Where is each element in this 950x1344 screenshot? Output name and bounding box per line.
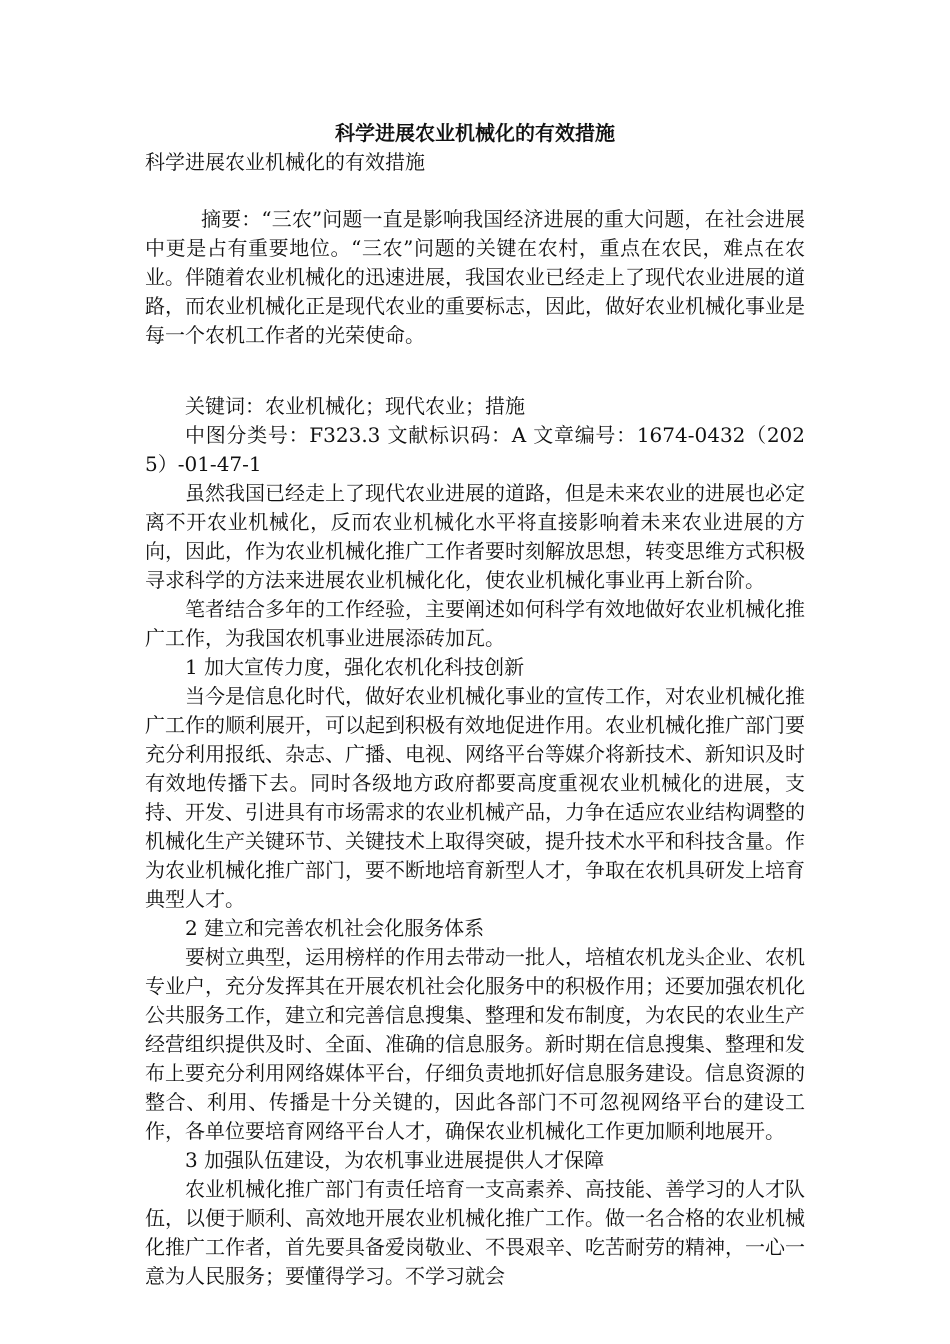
document-title: 科学进展农业机械化的有效措施 <box>335 121 615 145</box>
section-3-body: 农业机械化推广部门有责任培育一支高素养、高技能、善学习的人才队伍，以便于顺利、高效地开展农业机械化推广工作。做一名合格的农业机械化推广工作者，首先要具备爱岗敬业、不畏艰辛、吃苦耐劳的精神，一心一意为人民服务；要懂得学习。不学习就会 <box>145 1177 805 1288</box>
keywords-line: 关键词：农业机械化；现代农业；措施 <box>185 394 525 418</box>
intro-paragraph-2: 笔者结合多年的工作经验，主要阐述如何科学有效地做好农业机械化推广工作，为我国农机事业进展添砖加瓦。 <box>145 597 805 650</box>
section-2-body: 要树立典型，运用榜样的作用去带动一批人，培植农机龙头企业、农机专业户，充分发挥其在开展农机社会化服务中的积极作用；还要加强农机化公共服务工作，建立和完善信息搜集、整理和发布制度，为农民的农业生产经营组织提供及时、全面、准确的信息服务。新时期在信息搜集、整理和发布上要充分利用网络媒体平台，仔细负责地抓好信息服务建设。信息资源的整合、利用、传播是十分关键的，因此各部门不可忽视网络平台的建设工作，各单位要培育网络平台人才，确保农业机械化工作更加顺利地展开。 <box>145 945 805 1143</box>
spacer <box>145 350 805 392</box>
section-2-heading: 2 建立和完善农机社会化服务体系 <box>185 916 485 940</box>
classification-line: 中图分类号：F323.3 文献标识码：A 文章编号：1674-0432（2025）-01-47-1 <box>145 423 805 476</box>
section-3-heading: 3 加强队伍建设，为农机事业进展提供人才保障 <box>185 1148 605 1172</box>
section-1-heading: 1 加大宣传力度，强化农机化科技创新 <box>185 655 525 679</box>
section-1-body: 当今是信息化时代，做好农业机械化事业的宣传工作，对农业机械化推广工作的顺利展开，可以起到积极有效地促进作用。农业机械化推广部门要充分利用报纸、杂志、广播、电视、网络平台等媒介将新技术、新知识及时有效地传播下去。同时各级地方政府都要高度重视农业机械化的进展，支持、开发、引进具有市场需求的农业机械产品，力争在适应农业结构调整的机械化生产关键环节、关键技术上取得突破，提升技术水平和科技含量。作为农业机械化推广部门，要不断地培育新型人才，争取在农机具研发上培育典型人才。 <box>145 684 805 911</box>
document-subtitle: 科学进展农业机械化的有效措施 <box>145 150 425 174</box>
intro-paragraph-1: 虽然我国已经走上了现代农业进展的道路，但是未来农业的进展也必定离不开农业机械化，反而农业机械化水平将直接影响着未来农业进展的方向，因此，作为农业机械化推广工作者要时刻解放思想，转变思维方式积极寻求科学的方法来进展农业机械化化，使农业机械化事业再上新台阶。 <box>145 481 805 592</box>
abstract-paragraph: 摘要：“三农”问题一直是影响我国经济进展的重大问题，在社会进展中更是占有重要地位。“三农”问题的关键在农村，重点在农民，难点在农业。伴随着农业机械化的迅速进展，我国农业已经走上了现代农业进展的道路，而农业机械化正是现代农业的重要标志，因此，做好农业机械化事业是每一个农机工作者的光荣使命。 <box>145 207 805 347</box>
document-page <box>145 118 805 1291</box>
